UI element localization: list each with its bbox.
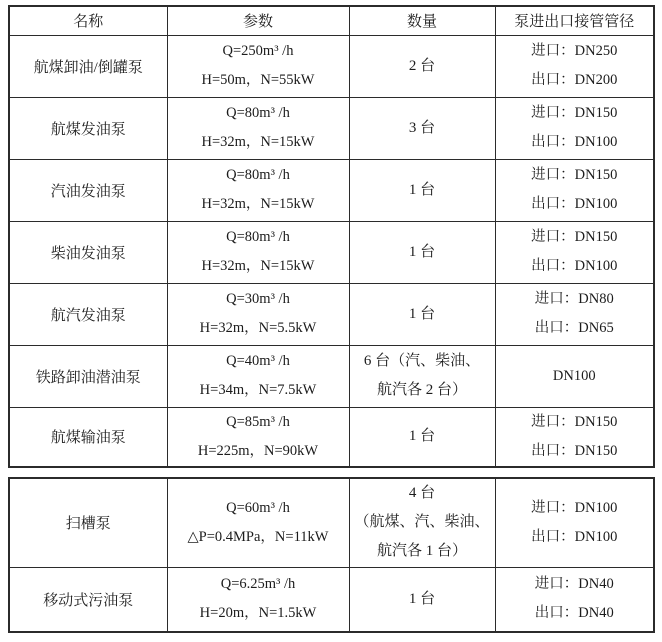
param-line: H=32m，N=5.5kW	[199, 320, 317, 336]
pump-ports	[495, 345, 654, 407]
pump-spec-table-segment-1	[8, 5, 655, 468]
pump-params	[167, 407, 349, 467]
param-line: H=34m，N=7.5kW	[199, 382, 317, 398]
pump-ports	[495, 97, 654, 159]
pump-ports	[495, 407, 654, 467]
param-line: Q=80m³ /h	[226, 105, 290, 121]
qty-line: 4 台	[408, 485, 436, 502]
port-line: 出口：DN200	[531, 72, 618, 88]
pump-params	[167, 159, 349, 221]
pump-ports	[495, 35, 654, 97]
param-line: Q=60m³ /h	[226, 499, 290, 516]
pump-quantity	[349, 283, 495, 345]
qty-line: 1 台	[408, 243, 436, 260]
qty-line: 1 台	[408, 590, 436, 607]
pump-name: 航煤输油泵	[9, 407, 167, 467]
header-qty: 数量	[349, 6, 495, 35]
pump-params	[167, 478, 349, 568]
param-line: H=32m，N=15kW	[201, 258, 315, 274]
param-line: Q=6.25m³ /h	[220, 576, 296, 593]
qty-line: （航煤、汽、柴油、	[354, 514, 490, 531]
pump-params	[167, 345, 349, 407]
pump-name: 移动式污油泵	[9, 568, 167, 632]
param-line: H=20m，N=1.5kW	[199, 605, 317, 622]
param-line: Q=30m³ /h	[226, 291, 290, 307]
port-line: 出口：DN150	[531, 442, 618, 459]
port-line: 进口：DN100	[531, 499, 618, 516]
pump-quantity	[349, 97, 495, 159]
pump-name: 航汽发油泵	[9, 283, 167, 345]
port-line: 出口：DN100	[531, 528, 618, 545]
header-params: 参数	[167, 6, 349, 35]
pump-quantity	[349, 407, 495, 467]
table-row	[9, 478, 654, 568]
pump-quantity	[349, 345, 495, 407]
qty-line: 航汽各 2 台）	[376, 382, 467, 398]
table-row	[9, 283, 654, 345]
port-line: 出口：DN100	[531, 258, 618, 274]
pump-quantity	[349, 221, 495, 283]
pump-params	[167, 97, 349, 159]
table-header-row	[9, 6, 654, 35]
param-line: Q=80m³ /h	[226, 167, 290, 183]
port-line: 进口：DN150	[531, 167, 618, 183]
port-line: 出口：DN100	[531, 134, 618, 150]
port-line: DN100	[552, 367, 596, 384]
param-line: Q=250m³ /h	[222, 43, 294, 59]
qty-line: 航汽各 1 台）	[376, 543, 467, 560]
table-row	[9, 568, 654, 632]
qty-line: 1 台	[408, 305, 436, 322]
pump-name: 航煤发油泵	[9, 97, 167, 159]
pump-ports	[495, 159, 654, 221]
qty-line: 1 台	[408, 181, 436, 198]
pump-ports	[495, 221, 654, 283]
qty-line: 1 台	[408, 428, 436, 444]
param-line: Q=80m³ /h	[226, 229, 290, 245]
table-row	[9, 345, 654, 407]
port-line: 进口：DN150	[531, 413, 618, 430]
table-row	[9, 221, 654, 283]
pump-params	[167, 35, 349, 97]
pump-quantity	[349, 478, 495, 568]
pump-ports	[495, 568, 654, 632]
pump-params	[167, 568, 349, 632]
pump-ports	[495, 478, 654, 568]
param-line: H=50m，N=55kW	[201, 72, 315, 88]
pump-name: 扫槽泵	[9, 478, 167, 568]
pump-ports	[495, 283, 654, 345]
pump-name: 铁路卸油潜油泵	[9, 345, 167, 407]
table-row	[9, 97, 654, 159]
port-line: 进口：DN40	[534, 576, 614, 593]
pump-name: 航煤卸油/倒罐泵	[9, 35, 167, 97]
param-line: H=32m，N=15kW	[201, 196, 315, 212]
port-line: 进口：DN150	[531, 229, 618, 245]
pump-name: 柴油发油泵	[9, 221, 167, 283]
param-line: Q=40m³ /h	[226, 353, 290, 369]
header-name: 名称	[9, 6, 167, 35]
port-line: 出口：DN65	[534, 320, 614, 336]
pump-quantity	[349, 568, 495, 632]
param-line: H=225m，N=90kW	[197, 442, 319, 459]
table-row	[9, 407, 654, 467]
pump-params	[167, 221, 349, 283]
table-row	[9, 159, 654, 221]
port-line: 出口：DN100	[531, 196, 618, 212]
qty-line: 6 台（汽、柴油、	[363, 353, 481, 369]
port-line: 进口：DN150	[531, 105, 618, 121]
param-line: Q=85m³ /h	[226, 413, 290, 430]
pump-params	[167, 283, 349, 345]
port-line: 进口：DN80	[534, 291, 614, 307]
pump-quantity	[349, 35, 495, 97]
pump-quantity	[349, 159, 495, 221]
param-line: △P=0.4MPa，N=11kW	[187, 528, 329, 545]
qty-line: 3 台	[408, 119, 436, 136]
qty-line: 2 台	[408, 57, 436, 74]
port-line: 进口：DN250	[531, 43, 618, 59]
port-line: 出口：DN40	[534, 605, 614, 622]
table-row	[9, 35, 654, 97]
param-line: H=32m，N=15kW	[201, 134, 315, 150]
pump-spec-table-segment-2	[8, 477, 655, 633]
header-ports: 泵进出口接管管径	[495, 6, 654, 35]
pump-name: 汽油发油泵	[9, 159, 167, 221]
